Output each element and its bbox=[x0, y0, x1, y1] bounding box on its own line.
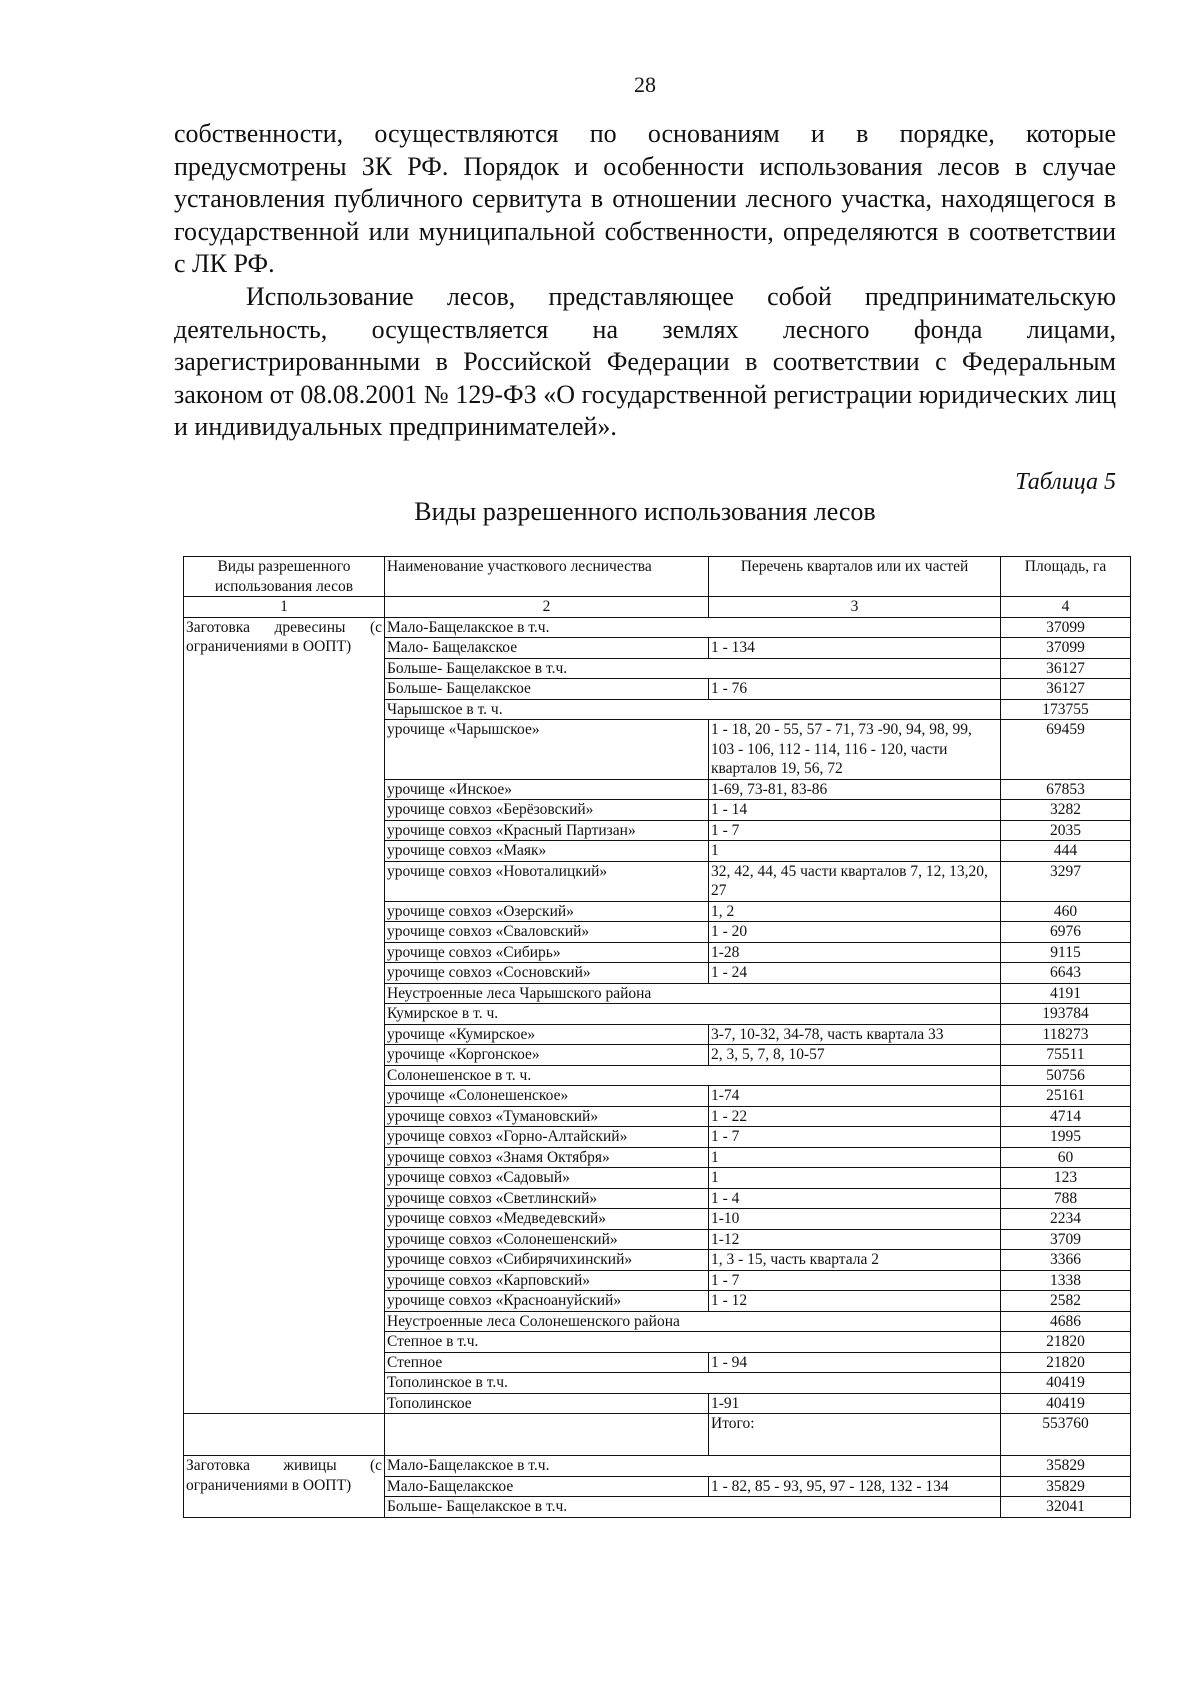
area-cell: 2582 bbox=[1001, 1291, 1131, 1312]
forestry-name-cell: урочище совхоз «Медведевский» bbox=[385, 1209, 709, 1230]
forestry-name-cell: урочище совхоз «Берёзовский» bbox=[385, 800, 709, 821]
forestry-name-cell: Больше- Бащелакское в т.ч. bbox=[385, 1497, 1001, 1518]
area-cell: 21820 bbox=[1001, 1332, 1131, 1353]
area-cell: 4714 bbox=[1001, 1106, 1131, 1127]
quarters-cell: 1-12 bbox=[709, 1229, 1001, 1250]
area-cell: 35829 bbox=[1001, 1476, 1131, 1497]
quarters-cell: 1 - 76 bbox=[709, 679, 1001, 700]
area-cell: 193784 bbox=[1001, 1004, 1131, 1025]
forestry-name-cell: Мало-Бащелакское в т.ч. bbox=[385, 1456, 1001, 1477]
area-cell: 36127 bbox=[1001, 658, 1131, 679]
quarters-cell: 1 - 7 bbox=[709, 820, 1001, 841]
table-label: Таблица 5 bbox=[1015, 469, 1116, 495]
area-cell: 60 bbox=[1001, 1147, 1131, 1168]
area-cell: 37099 bbox=[1001, 617, 1131, 638]
forestry-name-cell: урочище «Коргонское» bbox=[385, 1045, 709, 1066]
quarters-cell: 1 bbox=[709, 841, 1001, 862]
column-number: 4 bbox=[1001, 597, 1131, 618]
area-cell: 4191 bbox=[1001, 983, 1131, 1004]
area-cell: 37099 bbox=[1001, 638, 1131, 659]
area-cell: 6643 bbox=[1001, 963, 1131, 984]
area-cell: 460 bbox=[1001, 901, 1131, 922]
area-cell: 32041 bbox=[1001, 1497, 1131, 1518]
quarters-cell: 1, 2 bbox=[709, 901, 1001, 922]
area-cell: 25161 bbox=[1001, 1086, 1131, 1107]
area-cell: 444 bbox=[1001, 841, 1131, 862]
forestry-name-cell: урочище совхоз «Горно-Алтайский» bbox=[385, 1127, 709, 1148]
quarters-cell: 1 - 20 bbox=[709, 922, 1001, 943]
forestry-name-cell: урочище совхоз «Знамя Октября» bbox=[385, 1147, 709, 1168]
quarters-cell: 1-74 bbox=[709, 1086, 1001, 1107]
area-cell: 50756 bbox=[1001, 1065, 1131, 1086]
table-title: Виды разрешенного использования лесов bbox=[414, 497, 876, 526]
header-forestry-name: Наименование участкового лесничества bbox=[385, 557, 709, 597]
usage-type-cell: Заготовка живицы (с ограничениями в ООПТ) bbox=[184, 1456, 385, 1518]
header-area: Площадь, га bbox=[1001, 557, 1131, 597]
forestry-name-cell: Солонешенское в т. ч. bbox=[385, 1065, 1001, 1086]
table-row bbox=[184, 1456, 1131, 1477]
quarters-cell: 1 - 94 bbox=[709, 1352, 1001, 1373]
forestry-name-cell: Степное в т.ч. bbox=[385, 1332, 1001, 1353]
column-number: 1 bbox=[184, 597, 385, 618]
quarters-cell: 1 - 12 bbox=[709, 1291, 1001, 1312]
table-header-row bbox=[184, 557, 1131, 597]
area-cell: 3709 bbox=[1001, 1229, 1131, 1250]
quarters-cell: 1 bbox=[709, 1168, 1001, 1189]
forestry-name-cell: Тополинское bbox=[385, 1393, 709, 1414]
area-cell: 4686 bbox=[1001, 1311, 1131, 1332]
forestry-name-cell: урочище совхоз «Сибирь» bbox=[385, 942, 709, 963]
forestry-name-cell: урочище «Инское» bbox=[385, 779, 709, 800]
forestry-name-cell: Больше- Бащелакское в т.ч. bbox=[385, 658, 1001, 679]
area-cell: 118273 bbox=[1001, 1024, 1131, 1045]
area-cell: 75511 bbox=[1001, 1045, 1131, 1066]
forestry-name-cell: Неустроенные леса Солонешенского района bbox=[385, 1311, 1001, 1332]
area-cell: 69459 bbox=[1001, 720, 1131, 780]
area-cell: 1338 bbox=[1001, 1270, 1131, 1291]
header-quarters: Перечень кварталов или их частей bbox=[709, 557, 1001, 597]
area-cell: 6976 bbox=[1001, 922, 1131, 943]
quarters-cell: 1 - 18, 20 - 55, 57 - 71, 73 -90, 94, 98, 99, 103 - 106, 112 - 114, 116 - 120, части кварталов 19, 56, 72 bbox=[709, 720, 1001, 780]
area-cell: 3366 bbox=[1001, 1250, 1131, 1271]
quarters-cell: 1 - 14 bbox=[709, 800, 1001, 821]
forestry-name-cell: Неустроенные леса Чарышского района bbox=[385, 983, 1001, 1004]
quarters-cell: 1 - 134 bbox=[709, 638, 1001, 659]
page-number: 28 bbox=[634, 72, 656, 97]
forestry-name-cell: урочище «Чарышское» bbox=[385, 720, 709, 780]
forestry-name-cell: урочище совхоз «Карповский» bbox=[385, 1270, 709, 1291]
forestry-name-cell: урочище «Кумирское» bbox=[385, 1024, 709, 1045]
quarters-cell: 1 - 7 bbox=[709, 1127, 1001, 1148]
area-cell: 67853 bbox=[1001, 779, 1131, 800]
forestry-name-cell: урочище совхоз «Тумановский» bbox=[385, 1106, 709, 1127]
empty-cell bbox=[385, 1414, 709, 1456]
forestry-name-cell: Мало-Бащелакское bbox=[385, 1476, 709, 1497]
area-cell: 9115 bbox=[1001, 942, 1131, 963]
usage-type-cell: Заготовка древесины (с ограничениями в ООПТ) bbox=[184, 617, 385, 1414]
table-column-numbers bbox=[184, 597, 1131, 618]
header-usage-type: Виды разрешенного использования лесов bbox=[184, 557, 385, 597]
total-label: Итого: bbox=[709, 1414, 1001, 1456]
quarters-cell: 1 - 22 bbox=[709, 1106, 1001, 1127]
column-number: 2 bbox=[385, 597, 709, 618]
forestry-name-cell: урочище совхоз «Сваловский» bbox=[385, 922, 709, 943]
quarters-cell: 3-7, 10-32, 34-78, часть квартала 33 bbox=[709, 1024, 1001, 1045]
forestry-name-cell: Мало-Бащелакское в т.ч. bbox=[385, 617, 1001, 638]
area-cell: 3297 bbox=[1001, 861, 1131, 901]
paragraph-2 bbox=[174, 281, 1116, 444]
forestry-name-cell: Кумирское в т. ч. bbox=[385, 1004, 1001, 1025]
quarters-cell: 1-69, 73-81, 83-86 bbox=[709, 779, 1001, 800]
quarters-cell: 1-28 bbox=[709, 942, 1001, 963]
paragraph-1-text: собственности, осуществляются по основаниям и в порядке, которые предусмотрены ЗК РФ. Порядок и особенности использования лесов в случае установления публичного сервитута в отношении лесного участка, находящегося в государственной или муниципальной собственности, определяются в соответствии с ЛК РФ. bbox=[174, 119, 1116, 279]
quarters-cell: 1 - 24 bbox=[709, 963, 1001, 984]
area-cell: 3282 bbox=[1001, 800, 1131, 821]
area-cell: 173755 bbox=[1001, 699, 1131, 720]
area-cell: 35829 bbox=[1001, 1456, 1131, 1477]
quarters-cell: 1 - 82, 85 - 93, 95, 97 - 128, 132 - 134 bbox=[709, 1476, 1001, 1497]
forestry-name-cell: урочище совхоз «Озерский» bbox=[385, 901, 709, 922]
area-cell: 2035 bbox=[1001, 820, 1131, 841]
forestry-name-cell: Тополинское в т.ч. bbox=[385, 1373, 1001, 1394]
forestry-name-cell: урочище совхоз «Красноануйский» bbox=[385, 1291, 709, 1312]
quarters-cell: 1-91 bbox=[709, 1393, 1001, 1414]
quarters-cell: 1, 3 - 15, часть квартала 2 bbox=[709, 1250, 1001, 1271]
forestry-name-cell: урочище совхоз «Маяк» bbox=[385, 841, 709, 862]
area-cell: 788 bbox=[1001, 1188, 1131, 1209]
area-cell: 40419 bbox=[1001, 1373, 1131, 1394]
total-row bbox=[184, 1414, 1131, 1456]
area-cell: 123 bbox=[1001, 1168, 1131, 1189]
total-area: 553760 bbox=[1001, 1414, 1131, 1456]
area-cell: 40419 bbox=[1001, 1393, 1131, 1414]
forestry-name-cell: урочище совхоз «Сибирячихинский» bbox=[385, 1250, 709, 1271]
land-use-table bbox=[183, 556, 1131, 1518]
forestry-name-cell: Мало- Бащелакское bbox=[385, 638, 709, 659]
paragraph-2-text: Использование лесов, представляющее собой предпринимательскую деятельность, осуществляется на землях лесного фонда лицами, зарегистрированными в Российской Федерации в соответствии с Федеральным законом от 08.08.2001 № 129-ФЗ «О государственной регистрации юридических лиц и индивидуальных предпринимателей». bbox=[174, 282, 1116, 442]
forestry-name-cell: Чарышское в т. ч. bbox=[385, 699, 1001, 720]
area-cell: 1995 bbox=[1001, 1127, 1131, 1148]
quarters-cell: 1 - 7 bbox=[709, 1270, 1001, 1291]
quarters-cell: 32, 42, 44, 45 части кварталов 7, 12, 13,20, 27 bbox=[709, 861, 1001, 901]
forestry-name-cell: урочище совхоз «Солонешенский» bbox=[385, 1229, 709, 1250]
area-cell: 2234 bbox=[1001, 1209, 1131, 1230]
empty-cell bbox=[184, 1414, 385, 1456]
table-row bbox=[184, 617, 1131, 638]
forestry-name-cell: урочище совхоз «Садовый» bbox=[385, 1168, 709, 1189]
area-cell: 36127 bbox=[1001, 679, 1131, 700]
forestry-name-cell: Больше- Бащелакское bbox=[385, 679, 709, 700]
forestry-name-cell: урочище совхоз «Сосновский» bbox=[385, 963, 709, 984]
paragraph-1 bbox=[174, 118, 1116, 281]
forestry-name-cell: урочище «Солонешенское» bbox=[385, 1086, 709, 1107]
area-cell: 21820 bbox=[1001, 1352, 1131, 1373]
quarters-cell: 1-10 bbox=[709, 1209, 1001, 1230]
quarters-cell: 1 - 4 bbox=[709, 1188, 1001, 1209]
column-number: 3 bbox=[709, 597, 1001, 618]
quarters-cell: 1 bbox=[709, 1147, 1001, 1168]
forestry-name-cell: урочище совхоз «Новоталицкий» bbox=[385, 861, 709, 901]
quarters-cell: 2, 3, 5, 7, 8, 10-57 bbox=[709, 1045, 1001, 1066]
forestry-name-cell: урочище совхоз «Светлинский» bbox=[385, 1188, 709, 1209]
forestry-name-cell: Степное bbox=[385, 1352, 709, 1373]
forestry-name-cell: урочище совхоз «Красный Партизан» bbox=[385, 820, 709, 841]
